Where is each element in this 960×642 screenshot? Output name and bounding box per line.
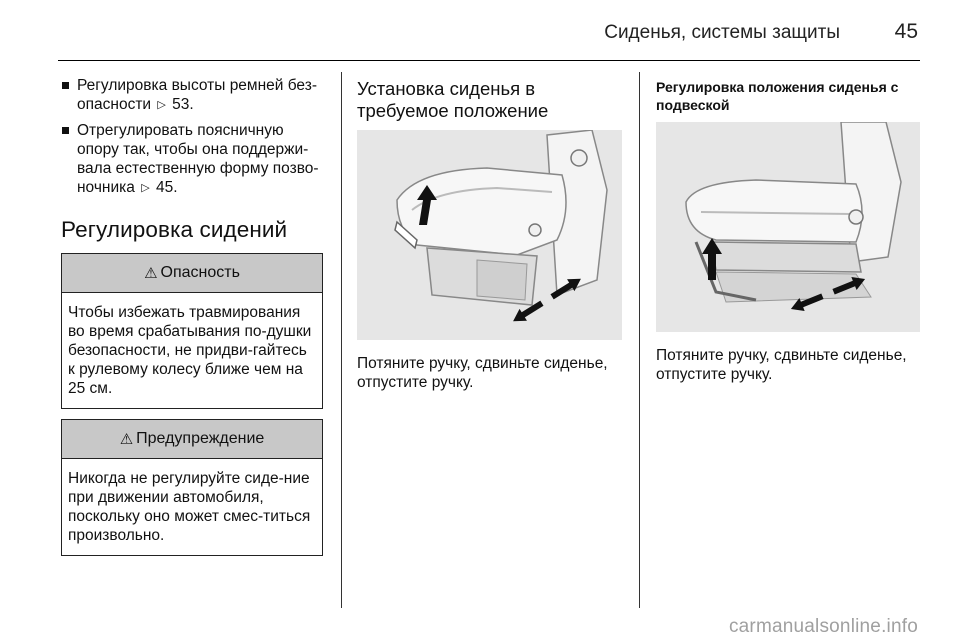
header-rule (58, 60, 920, 61)
column-divider-right (639, 72, 640, 608)
section-title: Регулировка сидений (61, 217, 288, 242)
bullet-text: Отрегулировать поясничную опору так, чтобы она поддержи-вала естественную форму позво-ночника (77, 122, 319, 196)
page-ref-icon: ▷ (157, 99, 166, 111)
column-left (61, 76, 324, 566)
page-header-title: Сиденья, системы защиты (604, 22, 840, 43)
danger-box-title: Опасность (160, 264, 240, 281)
column-right (656, 78, 920, 384)
suspension-seat-illustration (656, 122, 920, 332)
seat-illustration-svg (357, 130, 622, 340)
warning-triangle-icon: ⚠ (144, 265, 158, 282)
bullet-text: Регулировка высоты ремней без-опасности (77, 77, 317, 113)
column-middle (357, 78, 622, 392)
subsection-title: Установка сиденья в требуемое положение (357, 78, 549, 121)
warning-box (61, 419, 323, 556)
page-ref-icon: ▷ (141, 182, 150, 194)
figure-caption: Потяните ручку, сдвиньте сиденье, отпустите ручку. (656, 347, 907, 383)
page-number: 45 (894, 20, 918, 43)
bullet-item (61, 76, 324, 116)
subsection-title: Регулировка положения сиденья с подвеской (656, 79, 899, 113)
figure-caption: Потяните ручку, сдвиньте сиденье, отпустите ручку. (357, 355, 608, 391)
column-divider-left (341, 72, 342, 608)
suspension-seat-svg (656, 122, 920, 332)
warning-box-title: Предупреждение (136, 430, 265, 447)
bullet-list (61, 76, 324, 199)
bullet-ref: 53. (172, 96, 194, 113)
danger-box (61, 253, 323, 409)
watermark: carmanualsonline.info (728, 616, 918, 637)
danger-box-header (62, 254, 322, 293)
bullet-ref: 45. (155, 179, 178, 196)
warning-triangle-icon: ⚠ (119, 431, 134, 448)
warning-box-header (62, 420, 322, 459)
danger-box-text: Чтобы избежать травмирования во время срабатывания по-душки безопасности, не придви-гайтесь к рулевому колесу ближе чем на 25 см. (68, 304, 312, 397)
seat-adjust-illustration (357, 130, 622, 340)
warning-box-text: Никогда не регулируйте сиде-ние при движении автомобиля, поскольку оно может смес-титься произвольно. (68, 470, 311, 544)
bullet-item (61, 121, 324, 199)
